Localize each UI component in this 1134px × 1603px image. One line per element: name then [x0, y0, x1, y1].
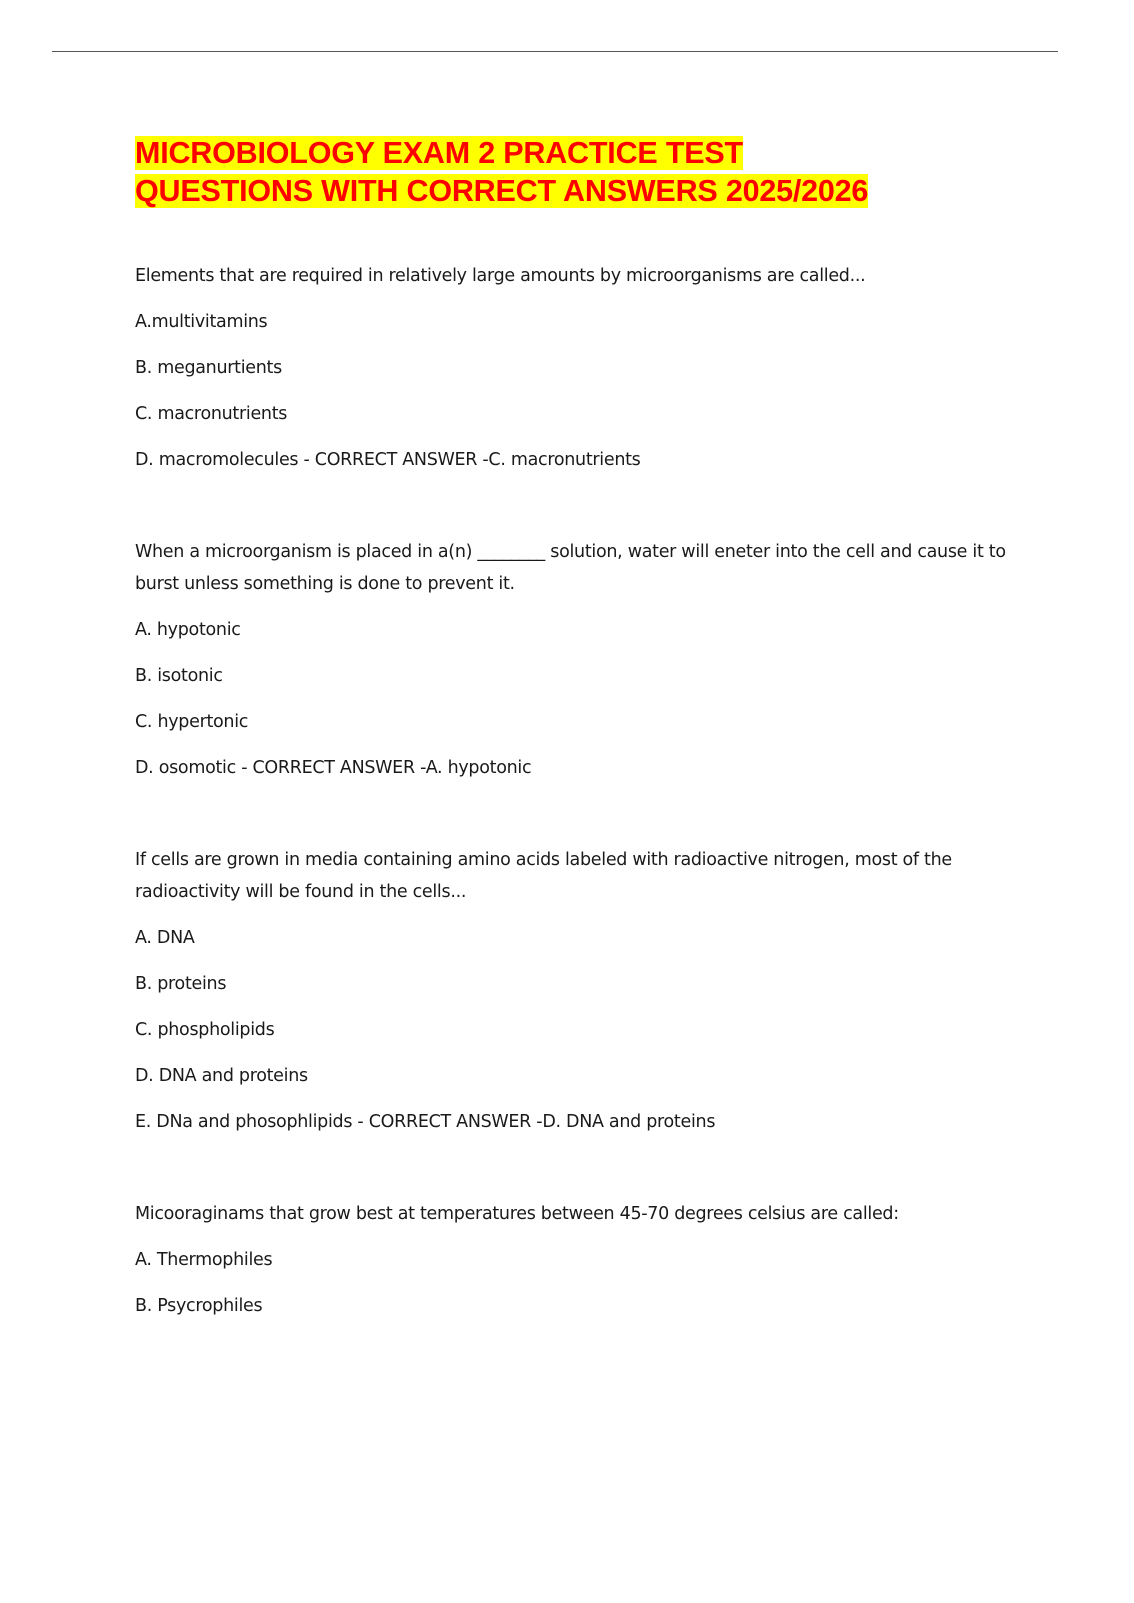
- question-1: [135, 260, 1035, 476]
- title-line-1: MICROBIOLOGY EXAM 2 PRACTICE TEST: [135, 136, 743, 170]
- answer-option: C. macronutrients: [135, 404, 288, 424]
- answer-option: A. Thermophiles: [135, 1250, 273, 1270]
- answer-option: B. meganurtients: [135, 358, 282, 378]
- question-4: [135, 1198, 1035, 1322]
- document-title: [135, 134, 1035, 210]
- answer-option: B. proteins: [135, 974, 227, 994]
- answer-option: D. DNA and proteins: [135, 1066, 308, 1086]
- title-line-2: QUESTIONS WITH CORRECT ANSWERS 2025/2026: [135, 174, 869, 208]
- answer-option: C. hypertonic: [135, 712, 249, 732]
- question-text: Micooraginams that grow best at temperatures between 45-70 degrees celsius are called:: [135, 1204, 899, 1224]
- answer-option: A. DNA: [135, 928, 195, 948]
- answer-option-with-correct-answer: D. macromolecules - CORRECT ANSWER -C. macronutrients: [135, 450, 641, 470]
- answer-option-with-correct-answer: D. osomotic - CORRECT ANSWER -A. hypotonic: [135, 758, 532, 778]
- answer-option: A.multivitamins: [135, 312, 268, 332]
- question-text: If cells are grown in media containing amino acids labeled with radioactive nitrogen, most of the radioactivity will be found in the cells...: [135, 850, 952, 902]
- document-body: [135, 134, 1035, 1382]
- header-rule: [52, 51, 1058, 52]
- question-3: [135, 844, 1035, 1138]
- question-text: When a microorganism is placed in a(n) ________ solution, water will eneter into the cell and cause it to burst unless something is done to prevent it.: [135, 542, 1006, 594]
- answer-option: A. hypotonic: [135, 620, 241, 640]
- question-2: [135, 536, 1035, 784]
- answer-option: C. phospholipids: [135, 1020, 275, 1040]
- answer-option-with-correct-answer: E. DNa and phosophlipids - CORRECT ANSWER -D. DNA and proteins: [135, 1112, 716, 1132]
- answer-option: B. Psycrophiles: [135, 1296, 263, 1316]
- answer-option: B. isotonic: [135, 666, 223, 686]
- question-text: Elements that are required in relatively large amounts by microorganisms are called...: [135, 266, 866, 286]
